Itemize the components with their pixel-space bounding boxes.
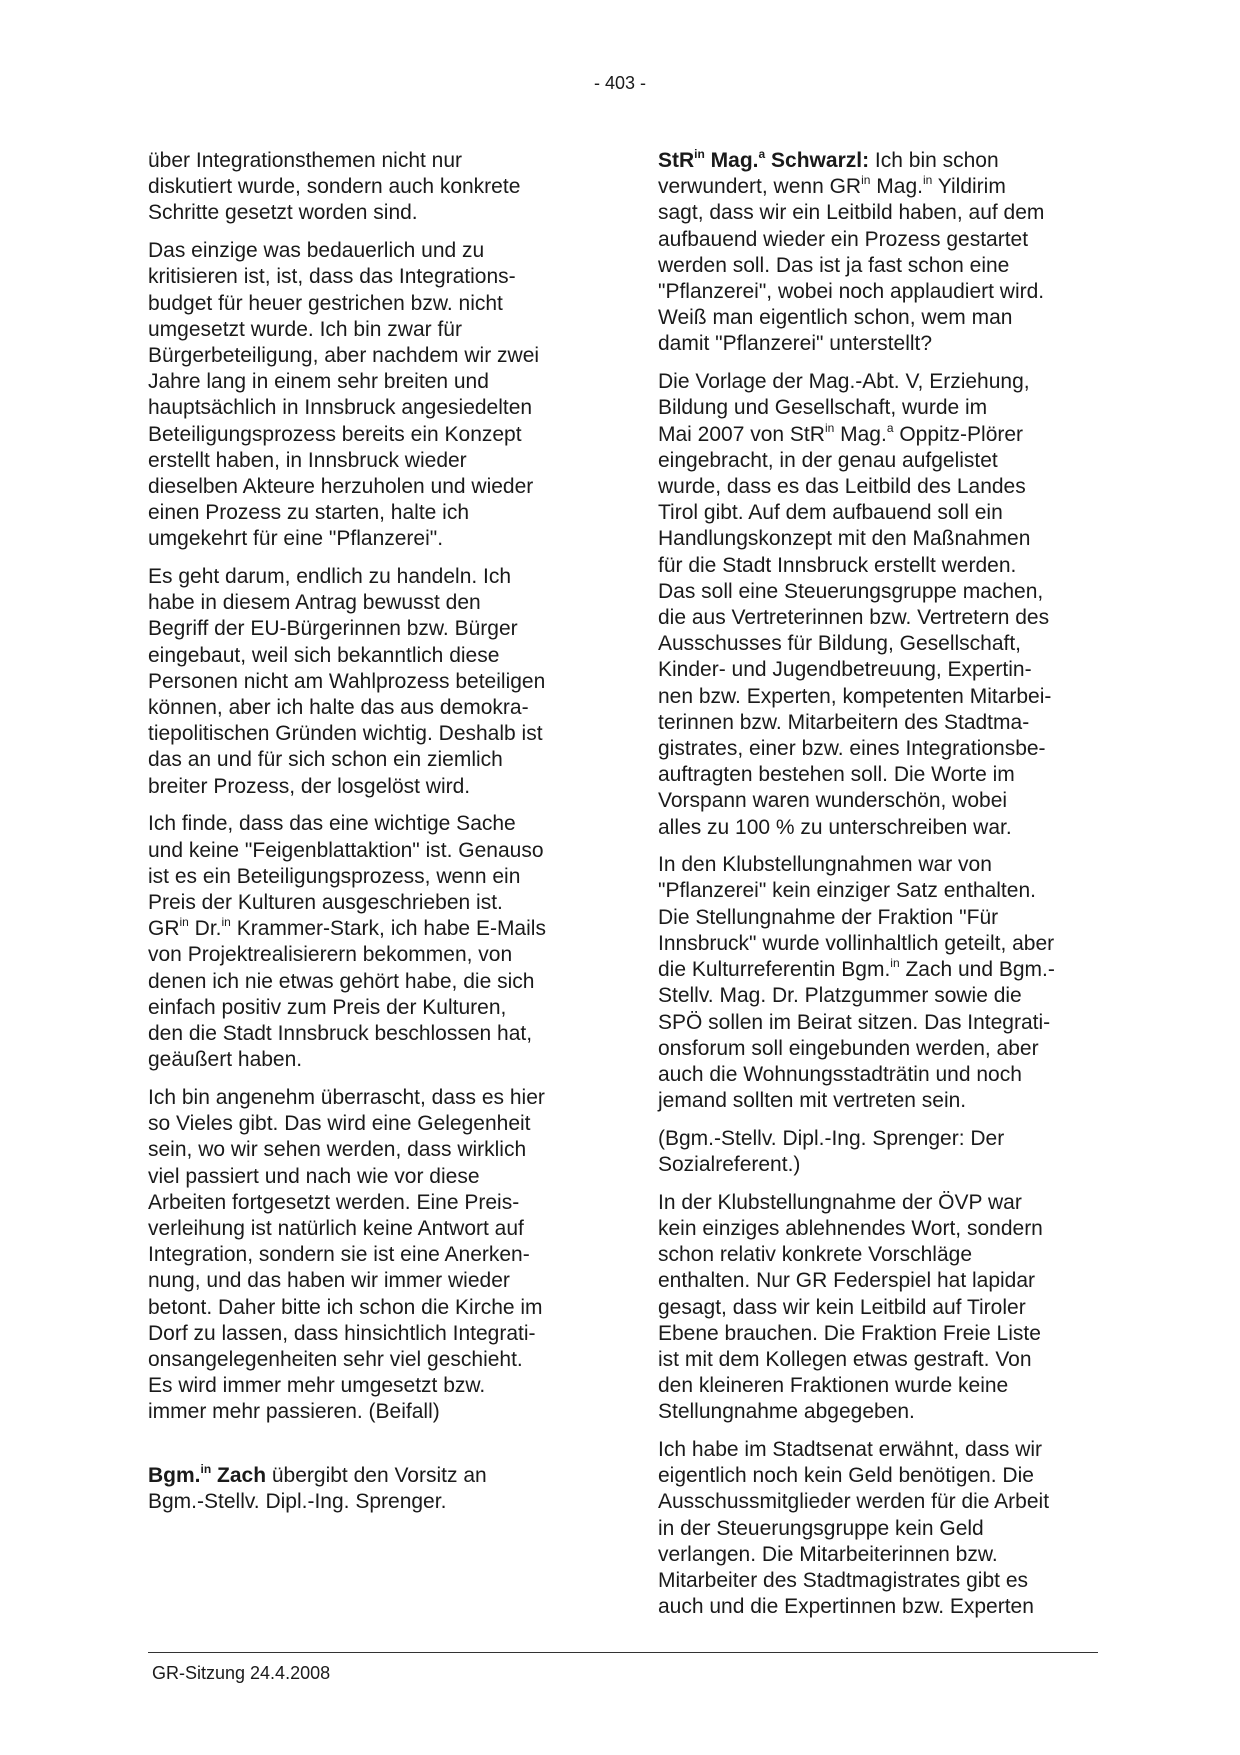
paragraph: Es geht darum, endlich zu handeln. Ich habe in diesem Antrag bewusst den Begriff der EU-Bürgerinnen bzw. Bürger eingebaut, weil sich bekanntlich diese Personen nicht am Wahlprozess beteiligen können, aber ich halte das aus demokra- tiepolitischen Gründen wichtig. Deshalb ist das an und für sich schon ein ziemlich breiter Prozess, der losgelöst wird. <box>148 565 546 798</box>
superscript: in <box>922 173 933 188</box>
superscript: in <box>694 147 705 161</box>
speaker-title: Bgm. <box>148 1464 201 1488</box>
text-fragment: verwundert, wenn GR <box>658 175 862 199</box>
text-fragment: Dr. <box>188 917 222 941</box>
superscript: in <box>861 173 871 188</box>
footer-divider <box>148 1652 1098 1653</box>
superscript: in <box>200 1462 212 1477</box>
text-line: Die Vorlage der Mag.-Abt. V, Erziehung, <box>658 370 1030 394</box>
paragraph: über Integrationsthemen nicht nur diskutiert wurde, sondern auch konkrete Schritte gesetzt worden sind. <box>148 149 521 225</box>
superscript: in <box>824 420 835 435</box>
text-line: und keine "Feigenblattaktion" ist. Genauso <box>148 838 544 862</box>
text-line: Preis der Kulturen ausgeschrieben ist. <box>148 890 503 914</box>
text-fragment: Mag. <box>870 175 923 199</box>
superscript: a <box>886 420 894 435</box>
text-line: ist es ein Beteiligungsprozess, wenn ein <box>148 864 521 888</box>
paragraph <box>658 369 1098 841</box>
paragraph: Ich bin angenehm überrascht, dass es hier so Vieles gibt. Das wird eine Gelegenheit sein, wo wir sehen werden, dass wirklich viel passiert und nach wie vor diese Arbeiten fortgesetzt werden. Eine Preis- verleihung ist natürlich keine Antwort auf Integration, sondern sie ist eine Anerken- nung, und das haben wir immer wieder betont. Daher bitte ich schon die Kirche im Dorf zu lassen, dass hinsichtlich Integrati- onsangelegenheiten sehr viel geschieht. Es wird immer mehr umgesetzt bzw. immer mehr passieren. (Beifall) <box>148 1085 545 1424</box>
paragraph <box>658 852 1098 1114</box>
text-block: In den Klubstellungnahmen war von "Pflanzerei" kein einziger Satz enthalten. Die Stellungnahme der Fraktion "Für Innsbruck" wurde vollinhaltlich geteilt, aber <box>658 853 1055 955</box>
superscript: in <box>221 915 231 930</box>
speaker-name: Schwarzl: <box>765 149 870 172</box>
text-line: Ich finde, dass das eine wichtige Sache <box>148 812 516 836</box>
text-fragment: Krammer-Stark, ich habe E-Mails <box>230 917 546 941</box>
text-fragment: die Kulturreferentin Bgm. <box>658 958 891 982</box>
text-fragment: Ich bin schon <box>869 149 999 172</box>
text-line: Bildung und Gesellschaft, wurde im <box>658 396 988 420</box>
paragraph: Ich habe im Stadtsenat erwähnt, dass wir eigentlich noch kein Geld benötigen. Die Ausschussmitglieder werden für die Arbeit in der Steuerungsgruppe kein Geld verlangen. Die Mitarbeiterinnen bzw. Mitarbeiter des Stadtmagistrates gibt es auch und die Expertinnen bzw. Experten <box>658 1438 1050 1619</box>
speaker-title: Mag. <box>704 149 759 172</box>
spacer <box>148 1437 590 1463</box>
left-column <box>148 148 590 1527</box>
paragraph: Das einzige was bedauerlich und zu kritisieren ist, ist, dass das Integrations- budget für heuer gestrichen bzw. nicht umgesetzt wurde. Ich bin zwar für Bürgerbeteiligung, aber nachdem wir zwei Jahre lang in einem sehr breiten und hauptsächlich in Innsbruck angesiedelten Beteiligungsprozess bereits ein Konzept erstellt haben, in Innsbruck wieder dieselben Akteure herzuholen und wieder einen Prozess zu starten, halte ich umgekehrt für eine "Pflanzerei". <box>148 239 540 551</box>
paragraph <box>148 811 590 1073</box>
text-fragment: Mag. <box>834 422 887 446</box>
right-column <box>658 148 1098 1632</box>
text-fragment: GR <box>148 917 180 941</box>
speech-intro <box>658 148 1098 358</box>
page-number: - 403 - <box>593 73 647 93</box>
text-fragment: Zach und Bgm.- <box>899 958 1055 982</box>
text-fragment: übergibt den Vorsitz an <box>266 1464 487 1488</box>
text-fragment: Mai 2007 von StR <box>658 422 825 446</box>
text-block: sagt, dass wir ein Leitbild haben, auf dem aufbauend wieder ein Prozess gestartet werden soll. Das ist ja fast schon eine "Pflanzerei", wobei noch applaudiert wird. Weiß man eigentlich schon, wem man damit "Pflanzerei" unterstellt? <box>658 201 1045 356</box>
interjection: (Bgm.-Stellv. Dipl.-Ing. Sprenger: Der Sozialreferent.) <box>658 1126 1005 1177</box>
superscript: a <box>758 147 766 161</box>
superscript: in <box>179 915 189 930</box>
text-block: eingebracht, in der genau aufgelistet wurde, dass es das Leitbild des Landes Tirol gibt. Auf dem aufbauend soll ein Handlungskonzept mit den Maßnahmen für die Stadt Innsbruck erstellt werden. Das soll eine Steuerungsgruppe machen, die aus Vertreterinnen bzw. Vertretern des Ausschusses für Bildung, Gesellschaft, Kinder- und Jugendbetreuung, Expertin- nen bzw. Experten, kompetenten Mitarbei- terinnen bzw. Mitarbeitern des Stadtma- gistrates, einer bzw. eines Integrationsbe- auftragten bestehen soll. Die Worte im Vorspann waren wunderschön, wobei alles zu 100 % zu unterschreiben war. <box>658 448 1052 839</box>
text-block: von Projektrealisierern bekommen, von denen ich nie etwas gehört habe, die sich einfach positiv zum Preis der Kulturen, den die Stadt Innsbruck beschlossen hat, geäußert haben. <box>148 943 535 1072</box>
chair-handover-note <box>148 1463 590 1515</box>
text-fragment: Oppitz-Plörer <box>893 422 1024 446</box>
speaker-name: Zach <box>211 1464 267 1488</box>
footer-session-label: GR-Sitzung 24.4.2008 <box>152 1663 331 1683</box>
superscript: in <box>890 956 900 971</box>
speaker-title: StR <box>658 149 695 172</box>
text-fragment: Yildirim <box>932 175 1006 199</box>
text-block: Stellv. Mag. Dr. Platzgummer sowie die SPÖ sollen im Beirat sitzen. Das Integrati- onsforum soll eingebunden werden, aber auch die Wohnungsstadträtin und noch jemand sollten mit vertreten sein. <box>658 984 1051 1113</box>
text-line: Bgm.-Stellv. Dipl.-Ing. Sprenger. <box>148 1490 447 1514</box>
paragraph: In der Klubstellungnahme der ÖVP war kein einziges ablehnendes Wort, sondern schon relativ konkrete Vorschläge enthalten. Nur GR Federspiel hat lapidar gesagt, dass wir kein Leitbild auf Tiroler Ebene brauchen. Die Fraktion Freie Liste ist mit dem Kollegen etwas gestraft. Von den kleineren Fraktionen wurde keine Stellungnahme abgegeben. <box>658 1190 1043 1424</box>
